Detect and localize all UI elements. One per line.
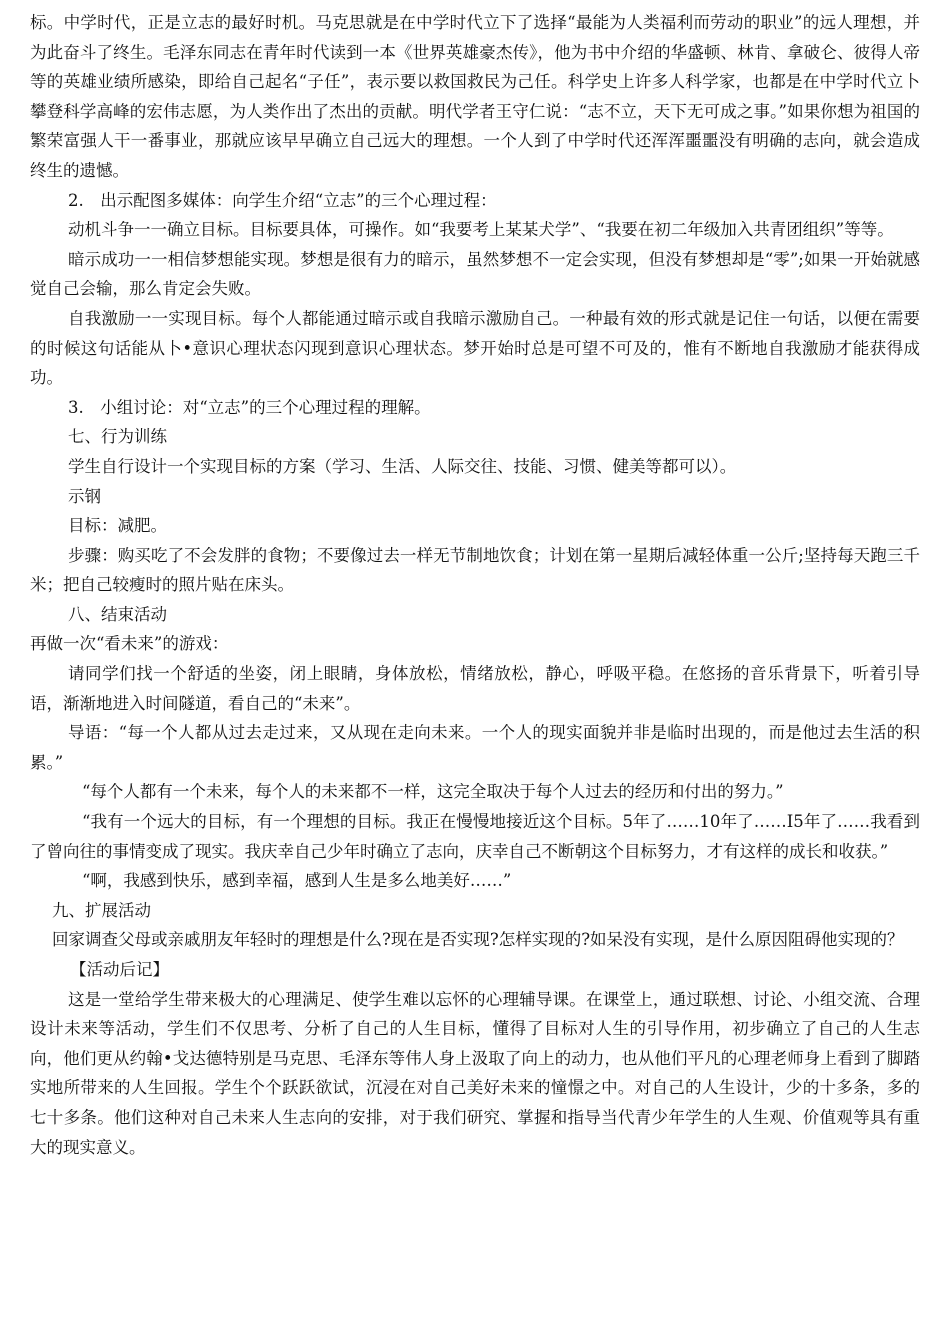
paragraph: 动机斗争一一确立目标。目标要具体，可操作。如“我要考上某某犬学”、“我要在初二年级加入共青团组织”等等。 bbox=[68, 220, 894, 240]
paragraph: 自我激励一一实现目标。每个人都能通过暗示或自我暗示激励自己。一种最有效的形式就是记住一句话，以便在需要的时候这句话能从卜•意识心理状态闪现到意识心理状态。梦开始时总是可望不可及的，惟有不断地自我激励才能获得成功。 bbox=[30, 308, 920, 388]
paragraph: 2. 出示配图多媒体：向学生介绍“立志”的三个心理过程： bbox=[68, 190, 497, 210]
paragraph: 九、扩展活动 bbox=[52, 900, 151, 920]
paragraph: 步骤：购买吃了不会发胖的食物；不要像过去一样无节制地饮食；计划在第一星期后减轻体重一公斤;坚持每天跑三千米；把自己较瘦时的照片贴在床头。 bbox=[30, 545, 920, 595]
paragraph: 这是一堂给学生带来极大的心理满足、使学生难以忘怀的心理辅导课。在课堂上，通过联想、讨论、小组交流、合理设计未来等活动，学生们不仅思考、分析了自己的人生目标，懂得了目标对人生的引导作用，初步确立了自己的人生志向，他们更从约翰•戈达德特别是马克思、毛泽东等伟人身上汲取了向上的动力，也从他们平凡的心理老师身上看到了脚踏实地所带来的人生回报。学生个个跃跃欲试，沉浸在对自己美好未来的憧憬之中。对自己的人生设计，少的十多条，多的七十多条。他们这种对自己未来人生志向的安排，对于我们研究、掌握和指导当代青少年学生的人生观、价值观等具有重大的现实意义。 bbox=[30, 989, 920, 1157]
paragraph: 请同学们找一个舒适的坐姿，闭上眼睛，身体放松，情绪放松，静心，呼吸平稳。在悠扬的音乐背景下，听着引导语，渐渐地进入时间隧道，看自己的“未来”。 bbox=[30, 664, 920, 713]
paragraph: 再做一次“看未来”的游戏： bbox=[30, 634, 229, 654]
paragraph: 八、结束活动 bbox=[68, 604, 167, 624]
paragraph: 七、行为训练 bbox=[68, 427, 167, 447]
paragraph: 3. 小组讨论：对“立志”的三个心理过程的理解。 bbox=[68, 397, 431, 417]
paragraph: 导语：“每一个人都从过去走过来，又从现在走向未来。一个人的现实面貌并非是临时出现的，而是他过去生活的积累。” bbox=[30, 723, 920, 772]
paragraph: 学生自行设计一个实现目标的方案（学习、生活、人际交往、技能、习惯、健美等都可以）。 bbox=[68, 456, 737, 476]
paragraph: 目标：减肥。 bbox=[68, 516, 167, 536]
paragraph: 【活动后记】 bbox=[70, 960, 169, 979]
paragraph: 标。中学时代，正是立志的最好时机。马克思就是在中学时代立下了选择“最能为人类福利而劳动的职业”的远人理想，并为此奋斗了终生。毛泽东同志在青年时代读到一本《世界英雄豪杰传》，他为书中介绍的华盛顿、林肯、拿破仑、彼得人帝等的英雄业绩所感染，即给自己起名“子任”，表示要以救国救民为己任。科学史上许多人科学家，也都是在中学时代立卜攀登科学高峰的宏伟志愿，为人类作出了杰出的贡献。明代学者王守仁说：“志不立，天下无可成之事。”如果你想为祖国的繁荣富强人干一番事业，那就应该早早确立自己远大的理想。一个人到了中学时代还浑浑噩噩没有明确的志向，就会造成终生的遗憾。 bbox=[30, 13, 920, 180]
paragraph: 暗示成功一一相信梦想能实现。梦想是很有力的暗示，虽然梦想不一定会实现，但没有梦想却是“零”;如果一开始就感觉自己会输，那么肯定会失败。 bbox=[30, 249, 920, 299]
paragraph: 回家调查父母或亲戚朋友年轻时的理想是什么?现在是否实现?怎样实现的?如呆没有实现，是什么原因阻碍他实现的？ bbox=[52, 930, 904, 950]
paragraph: “啊，我感到快乐，感到幸福，感到人生是多么地美好……” bbox=[82, 871, 512, 891]
paragraph: “每个人都有一个未来，每个人的未来都不一样，这完全取决于每个人过去的经历和付出的努力。” bbox=[82, 782, 784, 802]
paragraph: “我有一个远大的目标，有一个理想的目标。我正在慢慢地接近这个目标。5年了……10年了……I5年了……我看到了曾向往的事情变成了现实。我庆幸自己少年时确立了志向，庆幸自己不断朝这个目标努力，才有这样的成长和收获。” bbox=[30, 812, 920, 861]
document-page bbox=[30, 8, 920, 1162]
paragraph: 示钢 bbox=[68, 486, 101, 506]
